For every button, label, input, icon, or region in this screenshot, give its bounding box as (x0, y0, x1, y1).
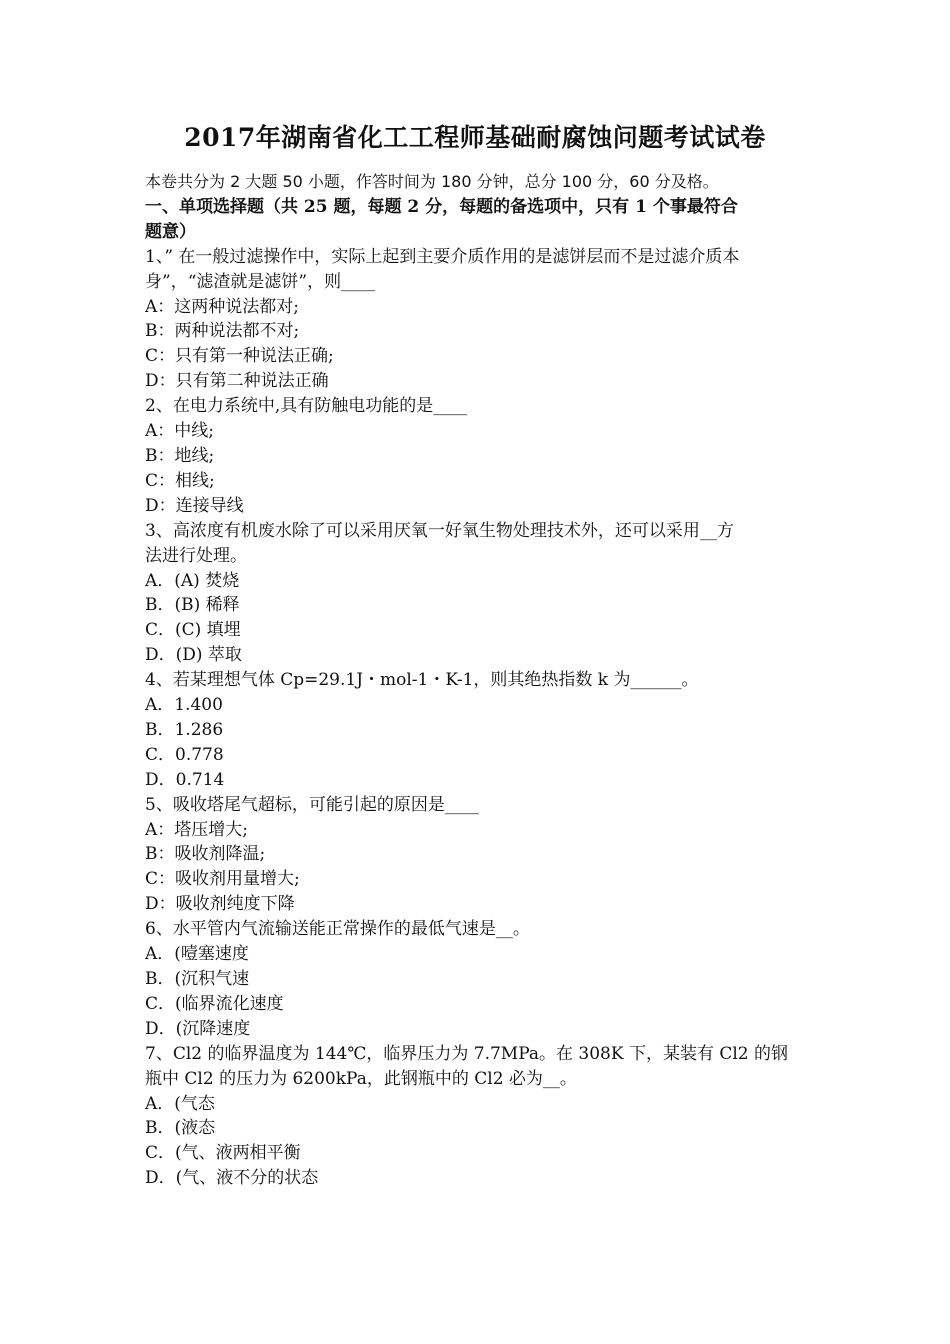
option-a: A：中线; (145, 421, 215, 442)
option-c: C：只有第一种说法正确; (145, 346, 334, 367)
option-b: B．(沉积气速 (145, 969, 250, 989)
option-b: B．1.286 (145, 719, 224, 740)
option-a: A．(噎塞速度 (145, 944, 249, 965)
option-a: A：塔压增大; (145, 819, 249, 840)
question-stem: 2、在电力系统中,具有防触电功能的是____ (145, 396, 468, 417)
question-stem: 7、Cl2 的临界温度为 144℃，临界压力为 7.7MPa。在 308K 下，某装有 Cl2 的钢 (145, 1043, 789, 1064)
question-6 (145, 917, 810, 1042)
option-a: A．(气态 (145, 1093, 215, 1114)
exam-intro: 本卷共分为 2 大题 50 小题，作答时间为 180 分钟，总分 100 分，60 分及格。 (145, 172, 719, 191)
question-stem: 5、吸收塔尾气超标，可能引起的原因是____ (145, 794, 479, 815)
document-body (145, 170, 810, 1191)
option-b: B．(液态 (145, 1118, 216, 1139)
option-a: A：这两种说法都对; (145, 296, 300, 317)
option-b: B．(B) 稀释 (145, 595, 240, 616)
option-d: D．0.714 (145, 769, 225, 790)
question-2 (145, 394, 810, 519)
question-5 (145, 793, 810, 918)
option-d: D．(气、液不分的状态 (145, 1168, 319, 1189)
question-7 (145, 1042, 810, 1191)
question-stem: 6、水平管内气流输送能正常操作的最低气速是__。 (145, 919, 530, 940)
option-c: C：吸收剂用量增大; (145, 869, 300, 890)
option-c: C：相线; (145, 470, 215, 491)
option-c: C．(临界流化速度 (145, 993, 284, 1014)
option-c: C．(气、液两相平衡 (145, 1143, 301, 1164)
option-d: D：吸收剂纯度下降 (145, 894, 295, 915)
option-d: D．(沉降速度 (145, 1018, 251, 1039)
option-c: C．(C) 填埋 (145, 620, 241, 641)
document-title: 2017年湖南省化工工程师基础耐腐蚀问题考试试卷 (184, 123, 766, 152)
option-d: D：连接导线 (145, 495, 244, 516)
question-4 (145, 668, 810, 793)
question-stem: 瓶中 Cl2 的压力为 6200kPa，此钢瓶中的 Cl2 必为__。 (145, 1068, 577, 1089)
option-a: A．1.400 (145, 695, 223, 716)
question-stem: 法进行处理。 (145, 545, 247, 566)
option-b: B：地线; (145, 445, 215, 466)
section-heading-line-1: 一、单项选择题（共 25 题，每题 2 分，每题的备选项中，只有 1 个事最符合 (145, 196, 738, 217)
question-1 (145, 245, 810, 394)
question-stem: 1、” 在一般过滤操作中，实际上起到主要介质作用的是滤饼层而不是过滤介质本 (145, 246, 740, 267)
option-a: A．(A) 焚烧 (145, 570, 240, 591)
question-3 (145, 519, 810, 668)
option-d: D．(D) 萃取 (145, 645, 242, 666)
question-stem: 身”，“滤渣就是滤饼”，则____ (145, 271, 376, 292)
option-b: B：吸收剂降温; (145, 844, 266, 865)
option-d: D：只有第二种说法正确 (145, 371, 329, 392)
option-b: B：两种说法都不对; (145, 321, 300, 342)
question-stem: 3、高浓度有机废水除了可以采用厌氧一好氧生物处理技术外，还可以采用__方 (145, 520, 734, 541)
section-heading-line-2: 题意） (145, 221, 196, 242)
option-c: C．0.778 (145, 744, 224, 765)
question-stem: 4、若某理想气体 Cp=29.1J・mol-1・K-1，则其绝热指数 k 为______。 (145, 670, 699, 691)
